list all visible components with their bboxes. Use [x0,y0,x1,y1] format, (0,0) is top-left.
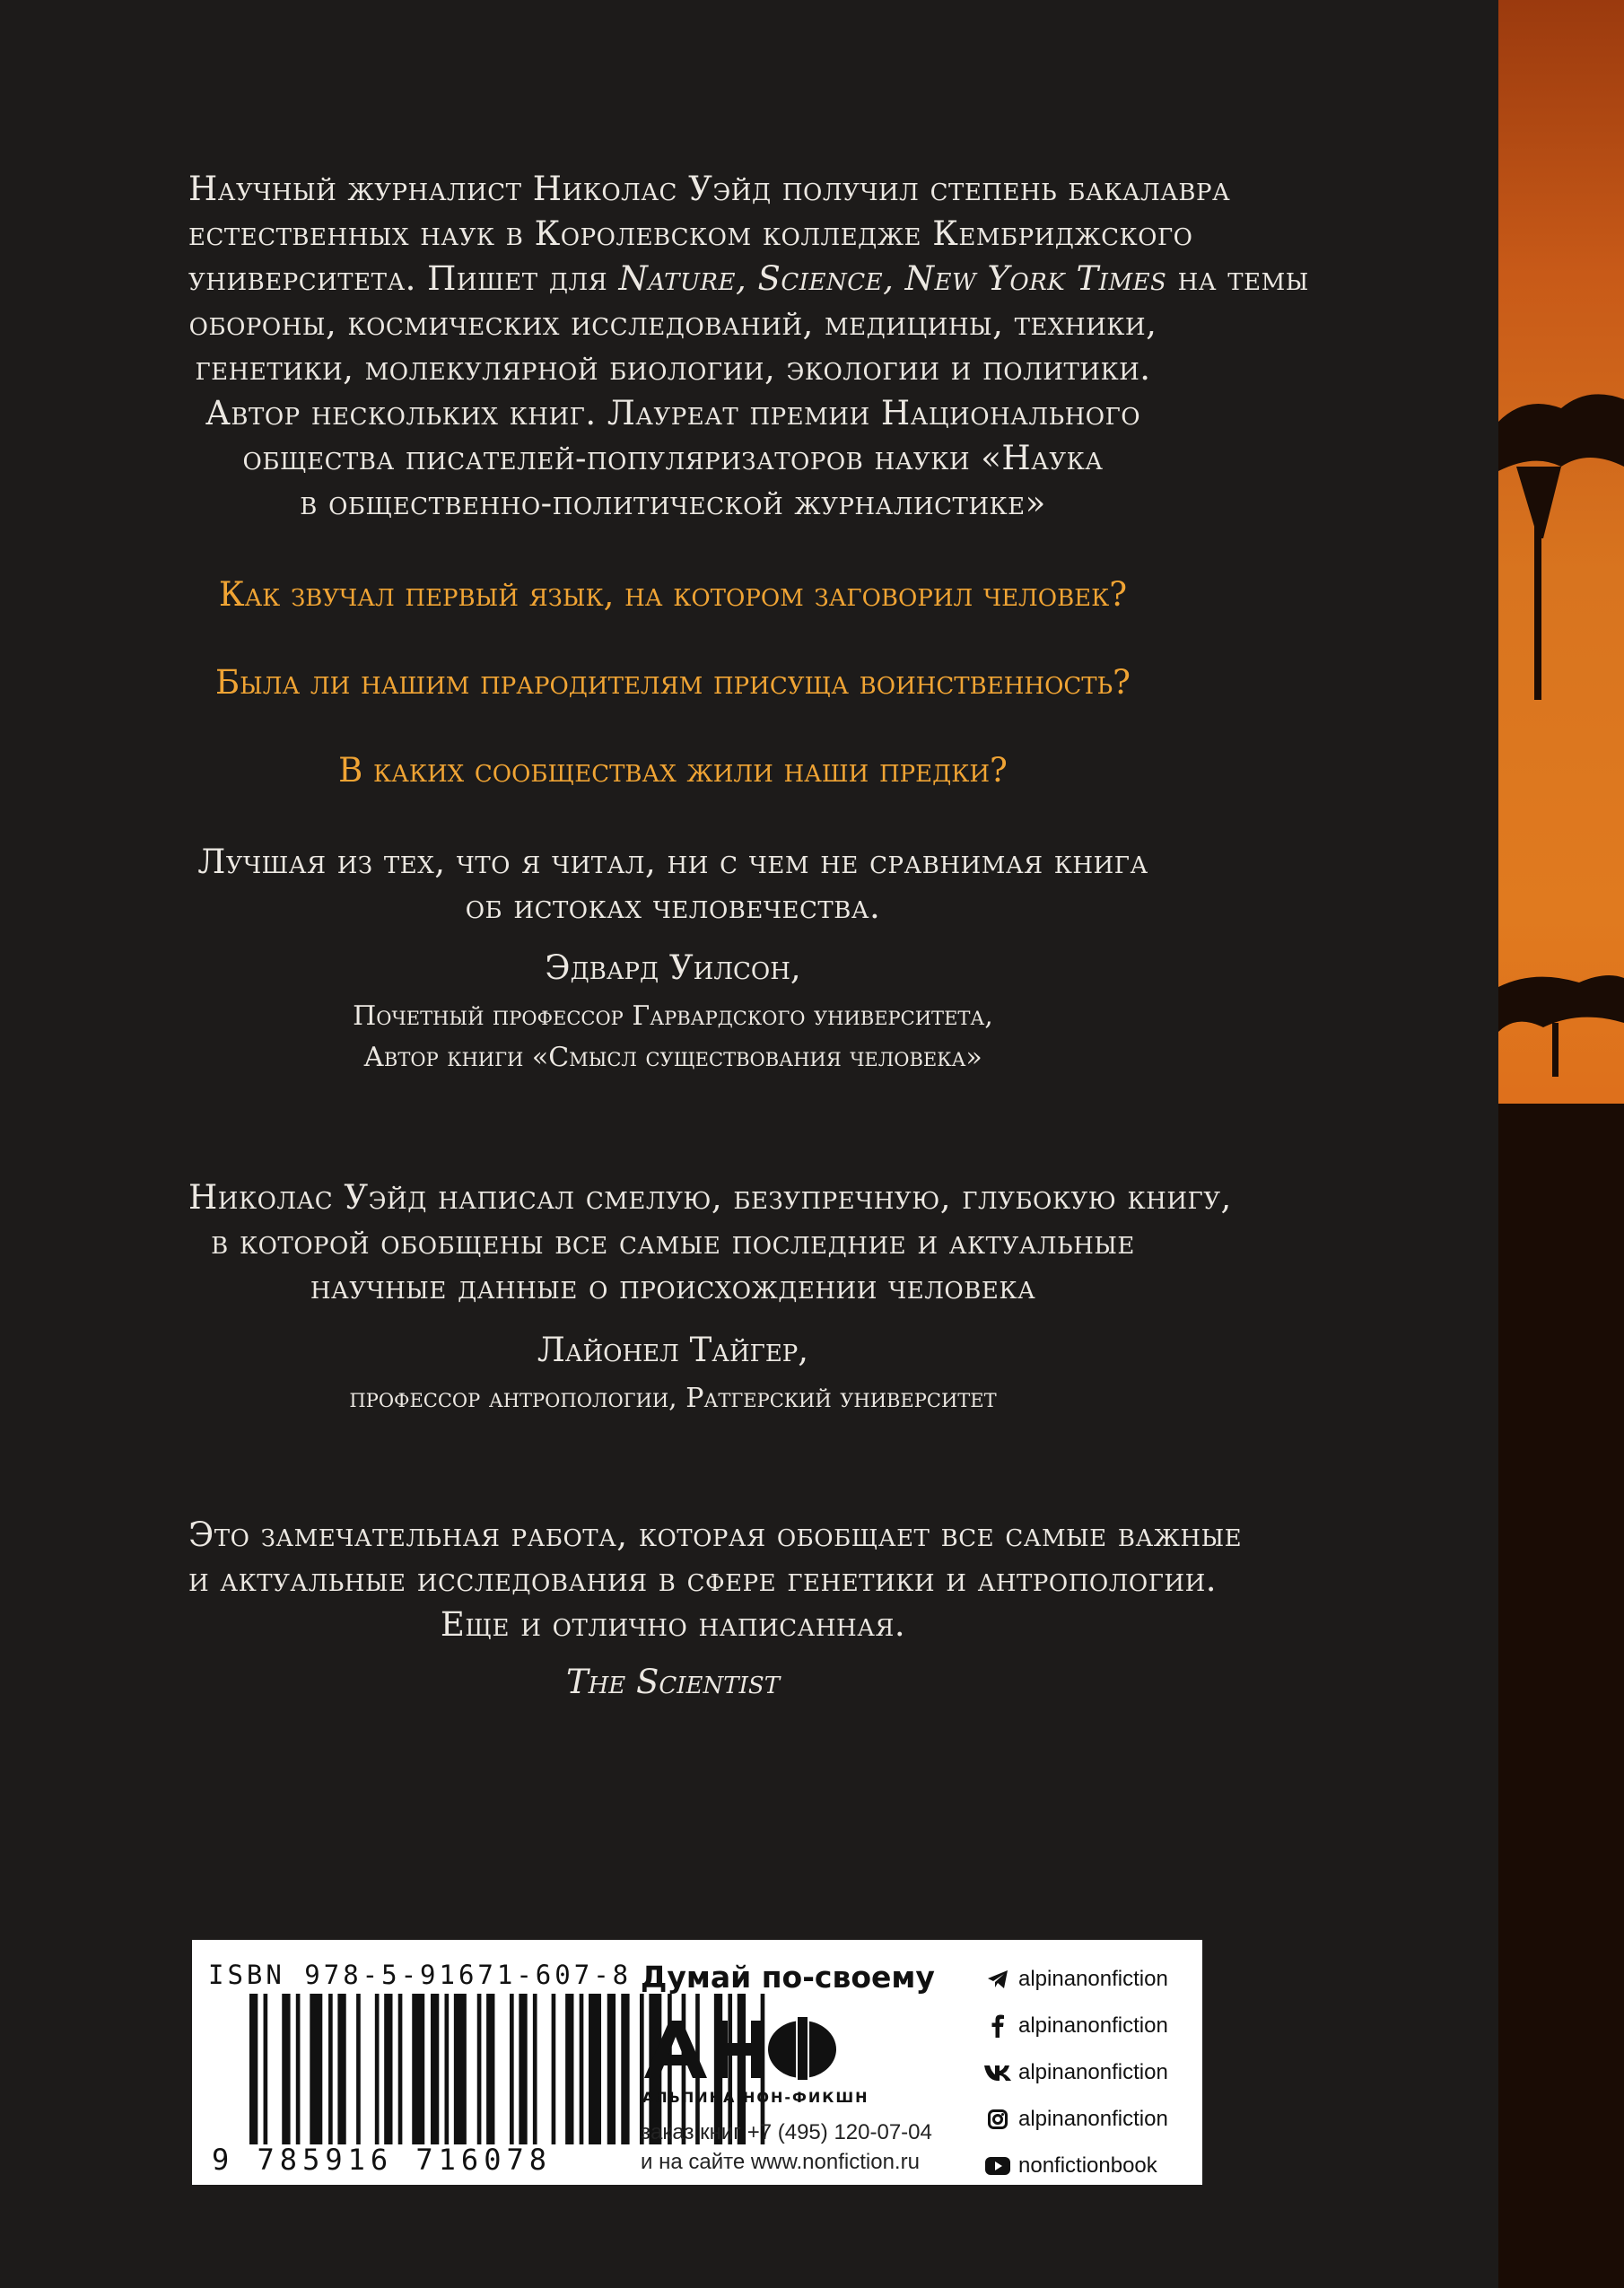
review-author: Лайонел Тайгер, [537,1331,809,1369]
bio-line: Научный журналист Николас Уэйд получил степень бакалавра [188,170,1231,208]
author-bio [188,167,1309,526]
barcode-bar [621,1994,629,2144]
review-author-role: Почетный профессор Гарвардского университета, [353,1000,993,1032]
bio-text: на темы [1177,259,1309,298]
barcode-bar [264,1994,268,2144]
bio-line: генетики, молекулярной биологии, экологии и политики. [195,349,1151,388]
telegram-icon [984,1969,1011,1989]
barcode-bar [356,1994,361,2144]
review-author: Эдвард Уилсон, [545,948,801,987]
publications-italic: Nature, Science, New York Times [618,259,1167,298]
question-2: Была ли нашим прародителям присуща воинственность? [214,663,1131,702]
barcode-bar [454,1994,467,2144]
barcode-bar [477,1994,482,2144]
review-line: Николас Уэйд написал смелую, безупречную, глубокую книгу, [188,1178,1232,1217]
social-handle: alpinanonfiction [1018,1967,1168,1991]
social-facebook[interactable] [984,2003,1200,2049]
publisher-slogan: Думай по-своему [641,1960,935,1995]
social-handle: alpinanonfiction [1018,2107,1168,2131]
barcode-bar [282,1994,290,2144]
barcode-bar [589,1994,601,2144]
youtube-icon [984,2157,1011,2175]
review-line: Еще и отлично написанная. [440,1605,906,1644]
isbn-label [192,1940,1202,2185]
sunset-photo [1498,0,1624,2288]
publisher-logo [642,2017,840,2080]
review-line: Лучшая из тех, что я читал, ни с чем не сравнимая книга [197,843,1148,881]
order-site: и на сайте www.nonfiction.ru [641,2150,920,2174]
review-scientist [188,1513,1243,1705]
bio-line: естественных наук в Королевском колледже Кембриджского [188,214,1193,253]
barcode-bar [310,1994,322,2144]
social-instagram[interactable] [984,2096,1200,2143]
review-line: в которой обобщены все самые последние и актуальные [211,1223,1135,1262]
review-source: The Scientist [565,1663,781,1701]
barcode-bar [375,1994,380,2144]
bio-line [188,257,1309,301]
bio-line: общества писателей-популяризаторов науки «Наука [242,439,1104,477]
barcode-bar [607,1994,616,2144]
social-handle: alpinanonfiction [1018,2013,1168,2038]
review-line: об истоках человечества. [465,887,881,926]
order-info [641,2118,932,2177]
review-author-role: Автор книги «Смысл существования человека» [363,1042,982,1073]
social-handle: nonfictionbook [1018,2153,1157,2178]
isbn-number: ISBN 978-5-91671-607-8 [208,1960,633,1990]
social-handle: alpinanonfiction [1018,2060,1168,2084]
publisher-name: АЛЬПИНА НОН-ФИКШН [642,2089,869,2106]
instagram-icon [984,2109,1011,2129]
bio-line: в общественно-политической журналистике» [300,484,1046,522]
barcode-bar [384,1994,392,2144]
ean-number: 9 785916 716078 [212,2143,552,2177]
barcode-bar [328,1994,333,2144]
bio-line: обороны, космических исследований, медицины, техники, [188,304,1157,343]
barcode-bar [580,1994,584,2144]
barcode-bar [337,1994,345,2144]
barcode-bar [486,1994,494,2144]
barcode-bar [431,1994,439,2144]
barcode-bar [249,1994,258,2144]
barcode-bar [398,1994,403,2144]
social-links [984,1956,1200,2189]
question-3: В каких сообществах жили наши предки? [338,751,1008,790]
review-line: и актуальные исследования в сфере генетики и антропологии. [188,1560,1218,1599]
barcode-bar [533,1994,537,2144]
barcode-bar [552,1994,556,2144]
vk-icon [984,2065,1011,2081]
social-vk[interactable] [984,2049,1200,2096]
publisher-block [641,1949,964,2178]
review-wilson [188,840,1157,1079]
bio-text: университета. Пишет для [188,259,608,298]
review-author-role: профессор антропологии, Ратгерский университет [349,1383,997,1414]
review-tiger [188,1175,1232,1419]
social-telegram[interactable] [984,1956,1200,2003]
order-phone: заказ книг +7 (495) 120-07-04 [641,2120,932,2144]
barcode-bar [510,1994,514,2144]
facebook-icon [984,2014,1011,2038]
barcode-bar [296,1994,301,2144]
bio-line: Автор нескольких книг. Лауреат премии Национального [205,394,1141,432]
barcode-bar [519,1994,527,2144]
review-line: научные данные о происхождении человека [310,1268,1036,1306]
barcode-bar [445,1994,450,2144]
social-youtube[interactable] [984,2143,1200,2189]
barcode-bar [565,1994,573,2144]
review-line: Это замечательная работа, которая обобщает все самые важные [188,1515,1243,1554]
question-1: Как звучал первый язык, на котором заговорил человек? [218,575,1128,614]
barcode-bar [412,1994,424,2144]
